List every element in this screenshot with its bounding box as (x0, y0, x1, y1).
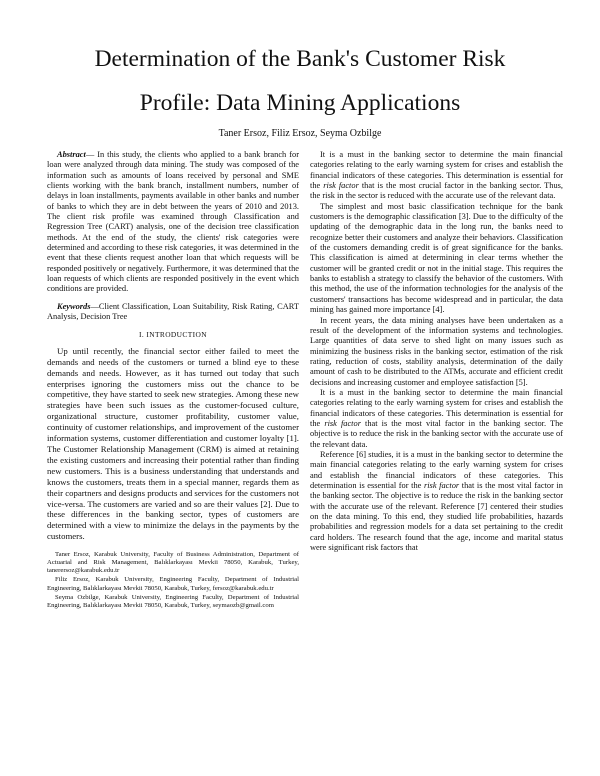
body-paragraph (310, 388, 563, 450)
right-column (310, 150, 563, 553)
footnote-item: Filiz Ersoz, Karabuk University, Engineering Faculty, Department of Industrial Engineering, Balıklarkayası Mevkii 78050, Karabuk, Turkey, fersoz@karabuk.edu.tr (47, 576, 299, 592)
paragraph-text: It is a must in the banking sector to determine the main financial categories relating to the early warning system for crises and establish the financial indicators of these categories. This determination is essential for the (310, 150, 563, 191)
abstract-text: — In this study, the clients who applied to a bank branch for loan were analyzed through data mining. The study was composed of the information such as amounts of loans received by personal and SME clients working with the bank branch, installment numbers, number of delays in loan installments, payments available in other banks and number of banks to which they are in debt between the years of 2010 and 2013. The client risk profile was examined through Classification and Regression Tree (CART) analysis, one of the decision tree classification methods. At the end of the study, the clients' risk categories were determined and according to these risk categories, it was determined in the event that these clients request another loan that which requests will be responded positively or negatively. Furthermore, it was determined that the loan requests of which clients are responded positively in the event which conditions are provided. (47, 150, 299, 294)
keywords-label: Keywords (57, 301, 91, 311)
paper-title-line-1: Determination of the Bank's Customer Risk (94, 46, 506, 72)
keywords-text: —Client Classification, Loan Suitability, Risk Rating, CART Analysis, Decision Tree (47, 301, 299, 322)
author-list: Taner Ersoz, Filiz Ersoz, Seyma Ozbilge (218, 128, 382, 139)
emphasis-term: risk factor (323, 181, 359, 191)
paragraph-text: that is the most vital factor in the banking sector. The objective is to reduce the risk in the banking sector with the accurate use of the relevant data. (310, 418, 563, 449)
paragraph-text: that is the most crucial factor in the banking sector. Thus, the risk in the sector is reduced with the accurate use of the relevant data. (310, 181, 563, 201)
abstract (47, 150, 299, 295)
body-paragraph: The simplest and most basic classification technique for the bank customers is the demographic classification [3]. Due to the difficulty of the updating of the demographic data in the long run, the banks need to recognize better their customers and analyze their behaviors. Classification of the customers demanding credit is of great significance for the banks. This classification is aimed at determining in clear terms whether the customer will be granted credit or not in the initial stage. This requires the banks to establish a strategy to classify the behavior of the customers. With this method, the use of the information technologies for the analysis of the customers' transactions has become widespread and in particular, the data mining has gained more importance [4]. (310, 201, 563, 315)
paper-title-line-2: Profile: Data Mining Applications (139, 90, 461, 116)
body-paragraph (310, 450, 563, 553)
left-column (47, 150, 299, 611)
footnote-item: Taner Ersoz, Karabuk University, Faculty of Business Administration, Department of Actuarial and Risk Management, Balıklarkayası Mevkii 78050, Karabuk, Turkey, tanerersoz@karabuk.edu.tr (47, 551, 299, 575)
emphasis-term: risk factor (324, 418, 361, 428)
footnote-item: Seyma Ozbilge, Karabuk University, Engineering Faculty, Department of Industrial Engineering, Balıklarkayası Mevkii 78050, Karabuk, Turkey, seymaozb@gmail.com (47, 593, 299, 609)
body-paragraph (310, 150, 563, 202)
paragraph-text: that is the most vital factor in the banking sector. The objective is to reduce the risk in the banking sector with the accurate use of the relevant. Reference [7] centered their studies on the data mining. To this end, they studied life probabilities, hazards probabilities and regression models for a data set pertaining to the credit card holders. The research found that the age, income and marital status were significant risk factors that (310, 481, 563, 553)
introduction-paragraph: Up until recently, the financial sector either failed to meet the demands and needs of the customers or turned a blind eye to these demands and needs. However, as it has turned out today that such enterprises ignoring the customers miss out the chance to be competitive, they have started to seek new strategies. Among these new strategies have been such issues as the customer-focused culture, organizational structure, customer profitability, customer value, continuity of customer relationships, and improvement of the customer information systems, customer differentiation and customer loyalty [1]. The Customer Relationship Management (CRM) is aimed at retaining the existing customers and increasing their potential rather than finding new customers. This is a business understanding that understands and knows the customers, treats them in a special manner, regards them as their copartners and designs products and services for the customers not vice-versa. The customers are varied and so are their values [2]. Due to these differences in the banking sector, types of customers are determined with a view to minimize the delays in the payments by the customers. (47, 345, 299, 542)
section-heading-introduction: I. INTRODUCTION (139, 329, 207, 339)
body-paragraph: In recent years, the data mining analyses have been undertaken as a result of the development of the information systems and technologies. Large quantities of data serve to shed light on many issues such as minimizing the business risks in the banking sector, estimation of the risk rating, reduction of costs, stability analysis, determination of the daily amount of cash to be distributed to the ATMs, accurate and efficient credit decisions and increasing customer and employee satisfaction [5]. (310, 315, 563, 387)
keywords (47, 302, 299, 323)
abstract-label: Abstract (57, 150, 86, 159)
emphasis-term: risk factor (423, 481, 460, 490)
paragraph-text: It is a must in the banking sector to determine the main financial categories relating to the early warning system for crises and establish the financial indicators of these categories. This determination is essential for the (310, 387, 563, 428)
author-footnotes (47, 551, 299, 610)
paragraph-text: Reference [6] studies, it is a must in the banking sector to determine the main financial categories relating to the early warning system for crises and establish the financial indicators of these categories. This determination is essential for the (310, 449, 563, 490)
